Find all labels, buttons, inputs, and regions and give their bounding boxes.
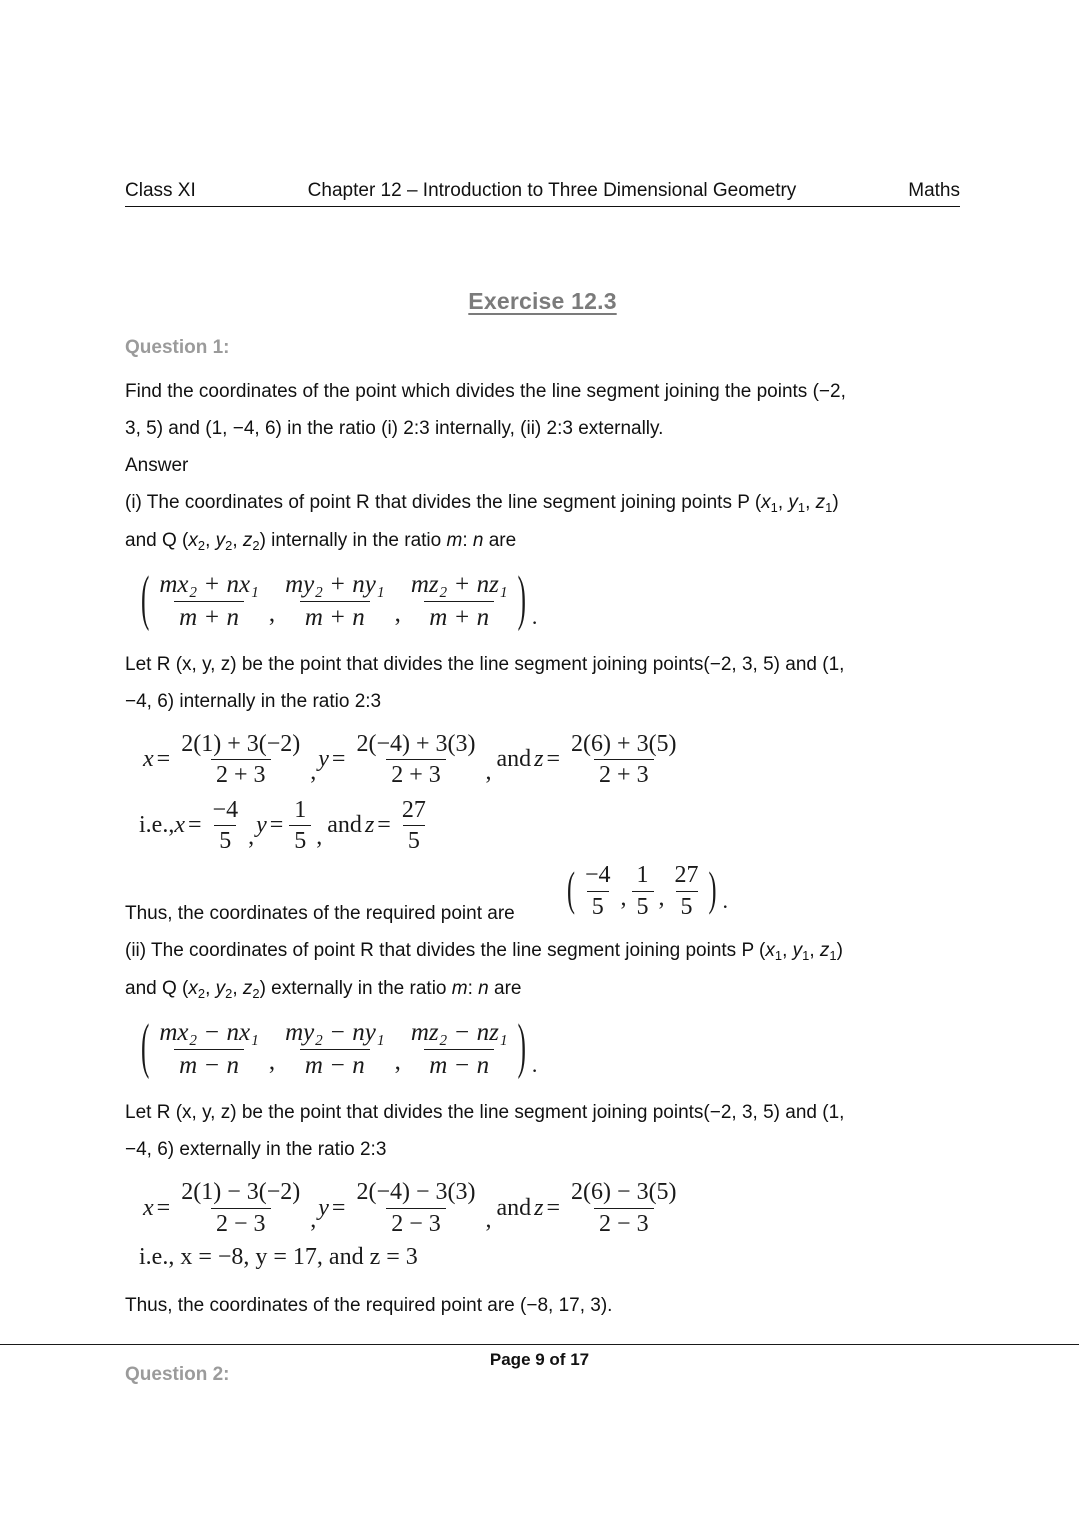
denominator: m − n <box>174 1049 244 1081</box>
and-word: and <box>496 1194 532 1221</box>
frac-y-calc <box>351 730 480 790</box>
frac-x-result <box>580 861 616 921</box>
paren-close: ) <box>517 566 526 633</box>
ie-prefix: i.e., <box>139 811 175 838</box>
numerator: −4 <box>212 796 239 823</box>
frac-y-simplified <box>289 796 311 856</box>
sub-2: 2 <box>197 537 206 553</box>
var-y: y <box>788 492 798 513</box>
var-x: x <box>143 1194 154 1221</box>
denominator: 2 − 3 <box>211 1208 271 1238</box>
header-class: Class XI <box>125 180 196 201</box>
var-x: x <box>765 940 775 962</box>
denominator: m − n <box>300 1049 370 1081</box>
comma-1: , <box>205 978 216 1000</box>
sub-2: 2 <box>197 985 206 1001</box>
part-ii-let-line-2: −4, 6) externally in the ratio 2:3 <box>125 1139 387 1161</box>
spacer <box>125 1271 960 1287</box>
numerator: 2(1) − 3(−2) <box>181 1179 301 1206</box>
var-y: y <box>792 940 803 962</box>
part-i-intro-post: ) <box>832 492 839 513</box>
comma-2: , <box>232 978 243 1000</box>
var-z: z <box>534 746 544 773</box>
spacer <box>125 855 960 895</box>
var-y: y <box>318 1194 329 1221</box>
equals: = <box>331 746 346 773</box>
part-ii-result-text: Thus, the coordinates of the required point are (−8, 17, 3). <box>125 1294 613 1316</box>
header-chapter-title: Chapter 12 – Introduction to Three Dimensional Geometry <box>307 180 797 201</box>
spacer <box>125 638 960 646</box>
frac-x-calc <box>176 1178 305 1238</box>
external-division-formula <box>139 1014 960 1082</box>
part-i-intro-pre: (i) The coordinates of point R that divides the line segment joining points P ( <box>125 492 762 513</box>
frac-y-result <box>632 861 654 921</box>
part-ii-intro-post: ) <box>836 940 843 962</box>
frac-y-internal <box>280 570 390 632</box>
numerator: 27 <box>401 796 426 823</box>
comma: , <box>316 824 323 851</box>
part-ii-simplified <box>139 1244 960 1271</box>
comma-1: , <box>205 530 216 551</box>
sub-1: 1 <box>797 499 806 515</box>
question-2-label: Question 2: <box>125 1363 230 1385</box>
part-i-intro-b-pre: and Q ( <box>125 530 189 551</box>
comma: , <box>310 1206 317 1233</box>
part-i-intro-b-end: are <box>483 530 517 551</box>
part-i-calculation <box>143 730 960 790</box>
numerator: mz₂ + nz₁ <box>410 571 508 598</box>
frac-x-calc <box>176 730 305 790</box>
numerator: my₂ − ny₁ <box>285 1019 385 1047</box>
sub-1: 1 <box>774 947 783 963</box>
var-z: z <box>815 492 826 513</box>
comma: , <box>310 758 317 785</box>
sub-1: 1 <box>802 947 810 963</box>
frac-y-calc <box>351 1178 480 1238</box>
denominator: m − n <box>424 1049 494 1081</box>
numerator <box>580 861 616 890</box>
question-1-text-line-1: Find the coordinates of the point which divides the line segment joining the points (−2, <box>125 381 846 402</box>
and-word: and <box>327 811 362 838</box>
part-ii-let-line-1: Let R (x, y, z) be the point that divides the line segment joining points(−2, 3, 5) and (1, <box>125 1102 845 1124</box>
part-ii-calculation <box>143 1178 960 1238</box>
frac-z-result <box>670 861 704 921</box>
part-ii-intro-pre: (ii) The coordinates of point R that divides the line segment joining points P ( <box>125 940 766 962</box>
denominator: m + n <box>424 601 494 633</box>
internal-division-formula <box>139 566 960 633</box>
sub-1: 1 <box>825 499 833 515</box>
part-ii-intro-b-post: ) externally in the ratio <box>259 978 452 1000</box>
denominator: 5 <box>632 891 654 921</box>
paren-close: ) <box>517 1014 526 1082</box>
equals: = <box>331 1194 346 1221</box>
var-y: y <box>256 811 267 838</box>
equals: = <box>269 811 284 838</box>
question-1-text-line-2: 3, 5) and (1, −4, 6) in the ratio (i) 2:3 internally, (ii) 2:3 externally. <box>125 418 664 439</box>
frac-x-internal <box>154 570 264 632</box>
part-i-intro-line-2 <box>125 522 960 560</box>
comma: , <box>268 600 276 627</box>
paren-open: ( <box>141 1014 150 1082</box>
denominator: 5 <box>587 891 609 921</box>
var-y: y <box>215 530 226 551</box>
denominator: 5 <box>214 825 236 855</box>
comma-1: , <box>782 940 793 962</box>
comma-2: , <box>232 530 243 551</box>
page-header <box>125 180 960 207</box>
ratio-m: m <box>446 530 463 551</box>
numerator-value: 4 <box>598 862 611 889</box>
equals: = <box>187 811 202 838</box>
denominator: m + n <box>174 601 244 633</box>
sub-2: 2 <box>225 985 233 1001</box>
numerator: mz₂ − nz₁ <box>410 1019 508 1047</box>
frac-z-internal <box>406 570 513 632</box>
numerator: 2(6) + 3(5) <box>571 731 677 757</box>
comma: , <box>394 600 401 627</box>
var-y: y <box>318 746 329 773</box>
var-y: y <box>215 978 226 1000</box>
var-z: z <box>242 978 253 1000</box>
comma-2: , <box>805 492 816 513</box>
frac-y-external <box>280 1018 390 1080</box>
comma: , <box>394 1048 401 1076</box>
comma: , <box>268 1048 276 1076</box>
part-i-let-line-2: −4, 6) internally in the ratio 2:3 <box>125 691 382 712</box>
var-z: z <box>242 530 253 551</box>
denominator: 2 + 3 <box>594 759 654 789</box>
var-z: z <box>819 940 830 962</box>
comma: , <box>485 1206 492 1233</box>
frac-z-external <box>406 1018 513 1080</box>
var-z: z <box>534 1194 544 1221</box>
part-i-result-text: Thus, the coordinates of the required point are <box>125 903 515 925</box>
var-z: z <box>364 811 375 838</box>
numerator: my₂ + ny₁ <box>285 571 385 598</box>
numerator: 1 <box>636 862 649 889</box>
part-ii-intro-line-2 <box>125 970 960 1008</box>
part-ii-intro-b-pre: and Q ( <box>125 978 189 1000</box>
comma: , <box>658 884 665 911</box>
header-subject: Maths <box>908 180 960 201</box>
numerator: 1 <box>294 796 307 823</box>
minus-sign: − <box>585 862 599 889</box>
ratio-sep: : <box>467 978 479 1000</box>
var-x: x <box>761 492 771 513</box>
equals: = <box>546 1194 561 1221</box>
comma: , <box>485 758 492 785</box>
ratio-m: m <box>451 978 468 1000</box>
equals: = <box>546 746 561 773</box>
question-1-label: Question 1: <box>125 337 230 358</box>
frac-z-calc <box>566 1178 682 1238</box>
numerator: 2(1) + 3(−2) <box>181 731 301 757</box>
part-i-let-line-1: Let R (x, y, z) be the point that divides the line segment joining points(−2, 3, 5) and (1, <box>125 654 845 675</box>
numerator: mx₂ − nx₁ <box>159 1019 259 1047</box>
part-i-intro-line-1 <box>125 484 960 522</box>
sub-1: 1 <box>829 947 837 963</box>
denominator: 2 + 3 <box>211 759 271 789</box>
denominator: 5 <box>289 825 311 855</box>
part-i-result-line <box>125 862 960 932</box>
var-x: x <box>188 530 198 551</box>
exercise-title: Exercise 12.3 <box>468 288 617 314</box>
page-number: Page 9 of 17 <box>489 1350 590 1369</box>
equals: = <box>156 1194 171 1221</box>
paren-open: ( <box>141 566 150 633</box>
equals: = <box>156 746 171 773</box>
frac-x-simplified <box>208 796 244 856</box>
denominator: 5 <box>676 891 698 921</box>
sub-1: 1 <box>770 499 778 515</box>
sub-2: 2 <box>252 537 260 553</box>
part-i-simplified <box>139 796 960 856</box>
comma-2: , <box>809 940 820 962</box>
var-x: x <box>143 746 154 773</box>
numerator: 2(−4) − 3(3) <box>356 1179 476 1206</box>
ratio-sep: : <box>462 530 473 551</box>
ratio-n: n <box>472 530 484 551</box>
answer-label: Answer <box>125 455 189 476</box>
part-ii-intro-line-1 <box>125 932 960 970</box>
part-i-intro-b-post: ) internally in the ratio <box>259 530 447 551</box>
spacer <box>125 1086 960 1094</box>
part-i-result-point <box>565 861 728 921</box>
part-ii-simplified-text: i.e., x = −8, y = 17, and z = 3 <box>139 1243 418 1270</box>
sub-2: 2 <box>225 537 233 553</box>
and-word: and <box>496 746 532 773</box>
paren-close: ) <box>708 864 717 917</box>
numerator: 27 <box>674 862 699 889</box>
denominator: 2 − 3 <box>386 1208 446 1238</box>
denominator: m + n <box>300 601 370 633</box>
paren-open: ( <box>567 864 575 917</box>
var-x: x <box>174 811 185 838</box>
part-ii-intro-b-end: are <box>488 978 522 1000</box>
footer-divider <box>0 1344 1079 1345</box>
numerator: 2(6) − 3(5) <box>571 1179 677 1206</box>
trailing-period: . <box>722 887 729 913</box>
trailing-period: . <box>531 604 538 629</box>
numerator: mx₂ + nx₁ <box>159 571 259 598</box>
frac-z-simplified <box>397 796 431 856</box>
frac-z-calc <box>566 730 682 790</box>
ratio-n: n <box>478 978 489 1000</box>
comma-1: , <box>777 492 789 513</box>
denominator: 5 <box>403 825 425 855</box>
trailing-period: . <box>531 1052 538 1078</box>
frac-x-external <box>154 1018 264 1080</box>
denominator: 2 − 3 <box>594 1208 654 1238</box>
sub-2: 2 <box>252 985 260 1001</box>
equals: = <box>377 811 391 838</box>
comma: , <box>248 824 255 851</box>
var-x: x <box>188 978 198 1000</box>
page-content <box>125 288 960 1400</box>
comma: , <box>620 884 627 911</box>
denominator: 2 + 3 <box>386 759 446 789</box>
numerator: 2(−4) + 3(3) <box>356 731 476 757</box>
